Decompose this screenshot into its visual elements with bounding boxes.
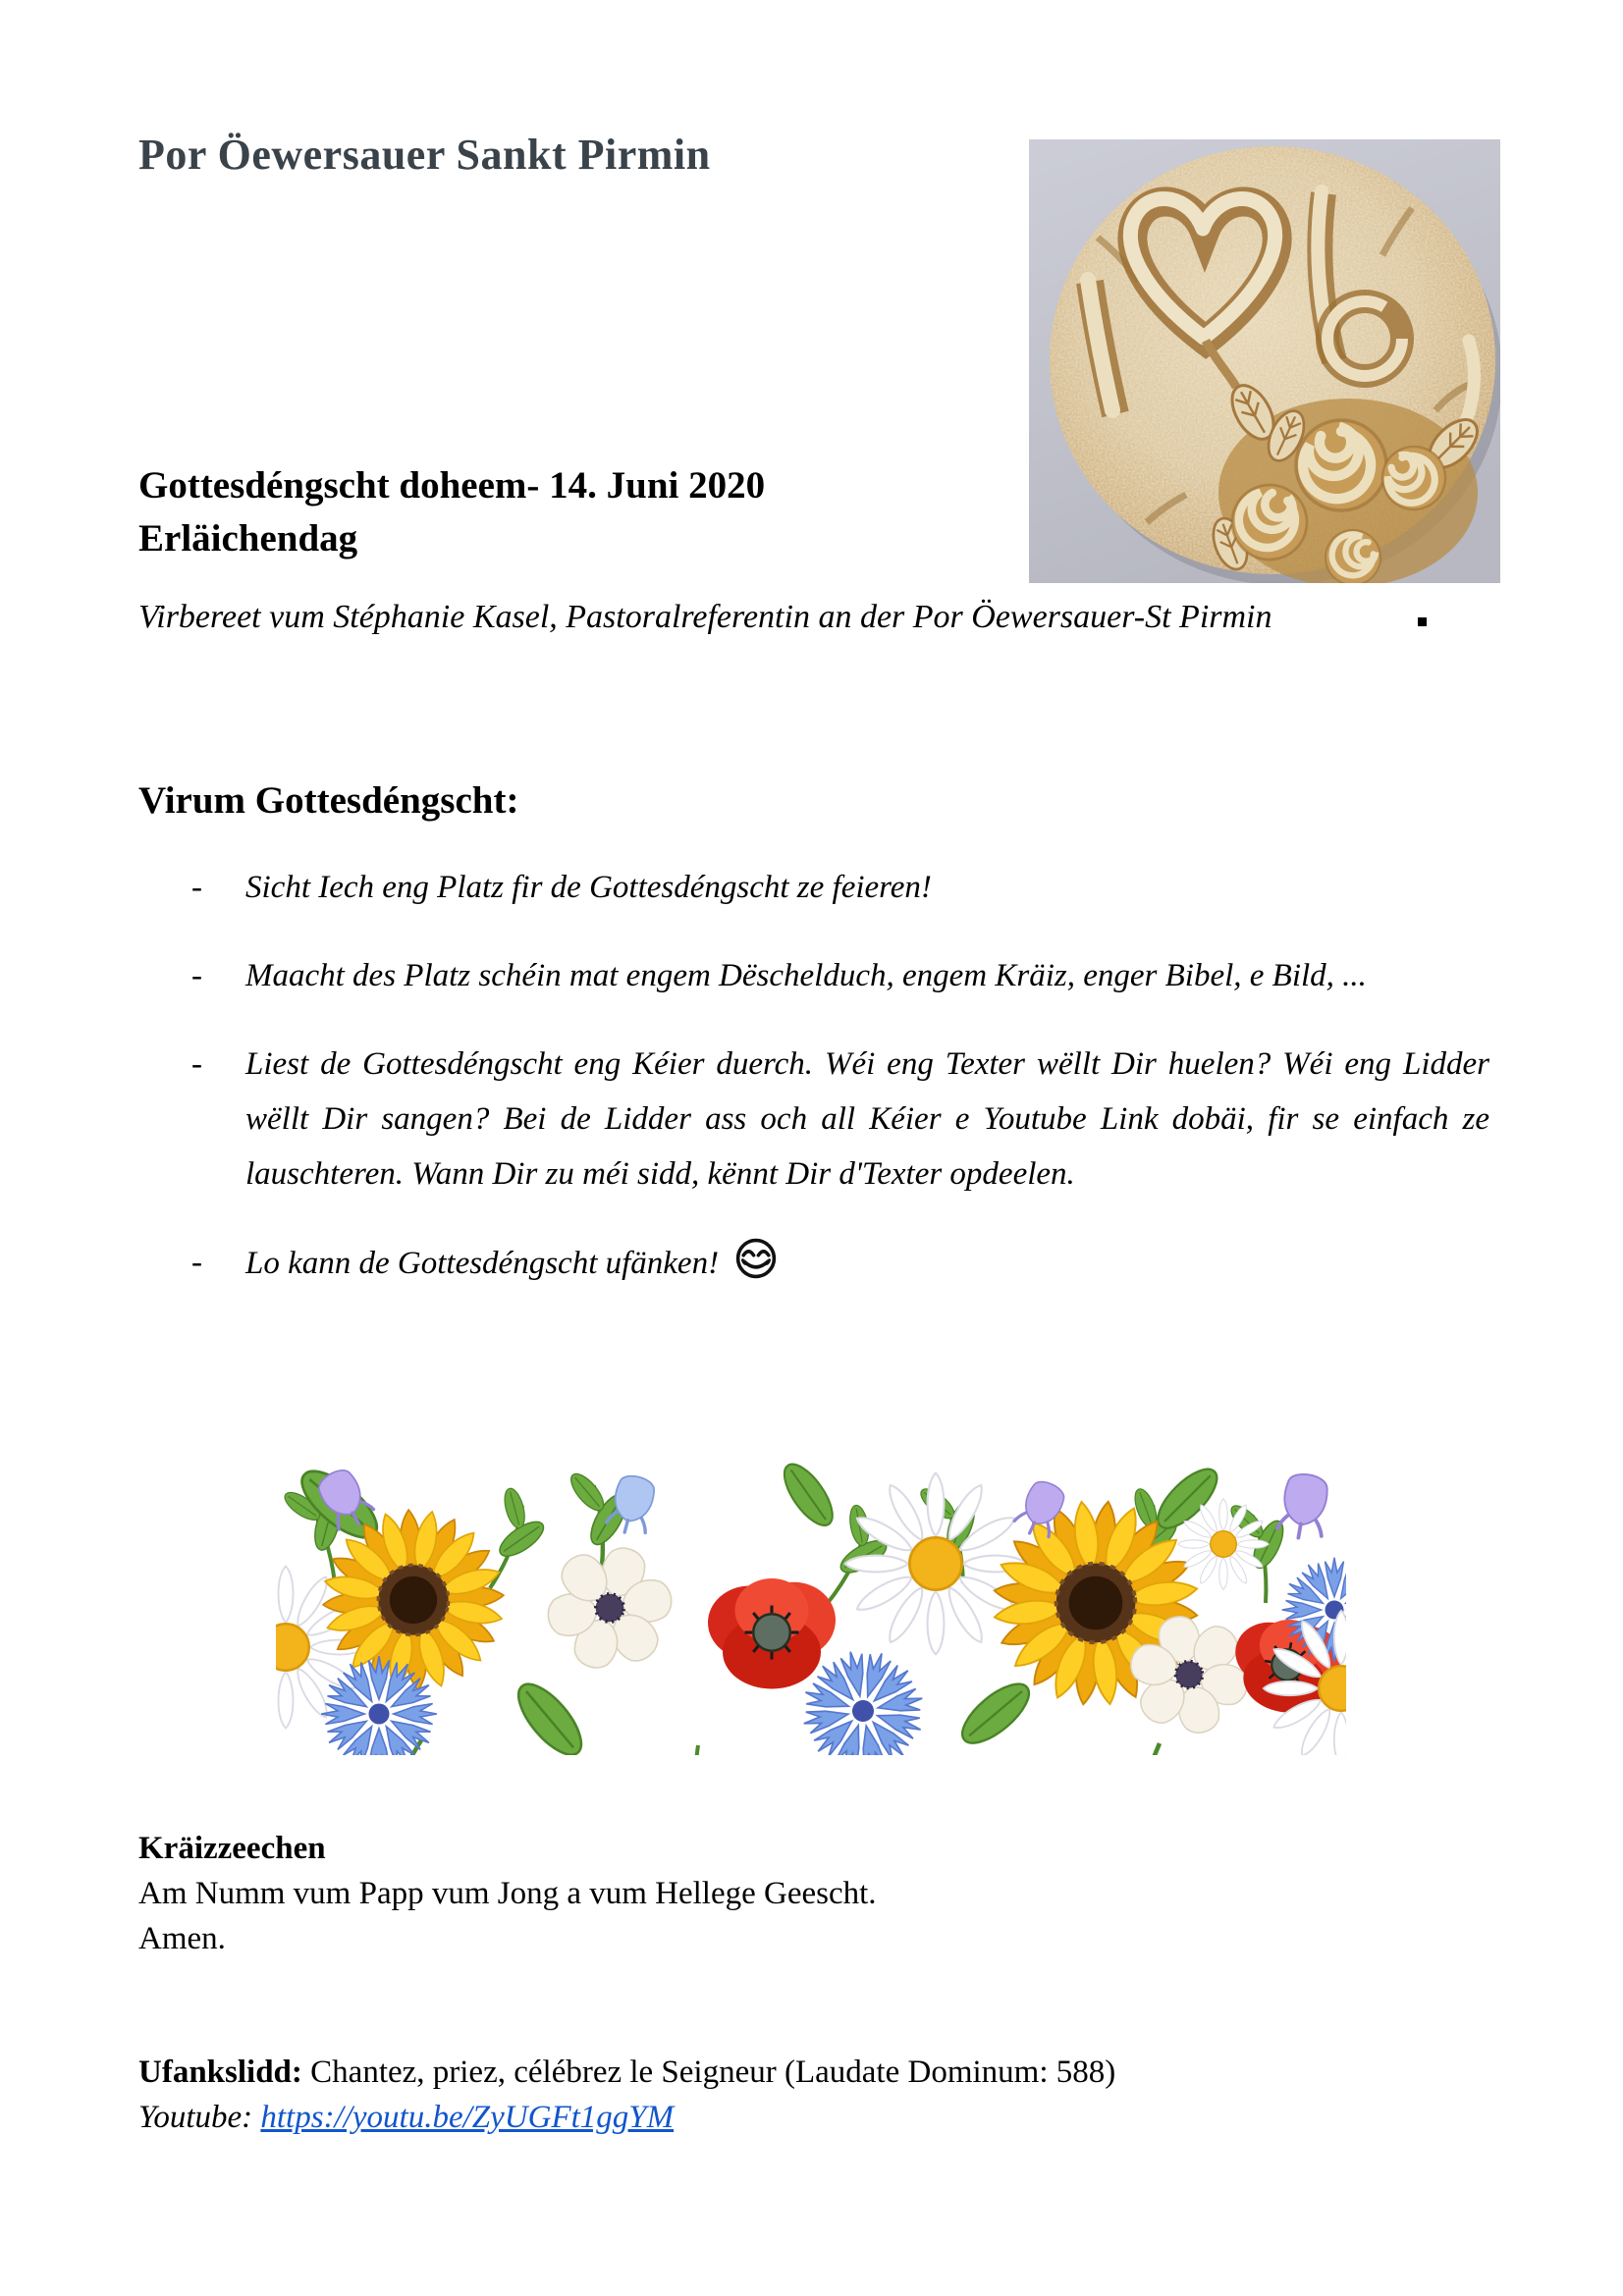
list-item <box>191 948 1489 1003</box>
bullet-text <box>245 1235 1489 1291</box>
youtube-label: Youtube: <box>138 2100 261 2135</box>
bullet-dash: - <box>191 870 202 905</box>
bullet-text: Maacht des Platz schéin mat engem Dëschelduch, engem Kräiz, enger Bibel, e Bild, ... <box>245 958 1367 993</box>
byline: Virbereet vum Stéphanie Kasel, Pastoralreferentin an der Por Öewersauer-St Pirmin <box>138 599 1272 635</box>
page-title: Por Öewersauer Sankt Pirmin <box>138 131 711 179</box>
flower-border-image <box>276 1461 1346 1755</box>
smiling-face-icon <box>732 1235 780 1282</box>
cross-sign-line1: Am Numm vum Papp vum Jong a vum Hellege Geescht. <box>138 1876 877 1911</box>
youtube-line <box>138 2095 1115 2140</box>
bullet-dash: - <box>191 958 202 993</box>
list-item <box>191 1235 1489 1291</box>
bullet-text: Liest de Gottesdéngscht eng Kéier duerch. Wéi eng Texter wëllt Dir huelen? Wéi eng Lidder wëllt Dir sangen? Bei de Lidder ass och all Kéier e Youtube Link dobäi, fir se einfach ze lauschteren. Wann Dir zu méi sidd, kënnt Dir d'Texter opdeelen. <box>245 1046 1489 1192</box>
opening-song-label: Ufankslidd: <box>138 2055 302 2090</box>
cross-sign-line2: Amen. <box>138 1921 226 1956</box>
bread-photo <box>1029 139 1500 583</box>
bullet-dash: - <box>191 1245 202 1280</box>
opening-song-text: Chantez, priez, célébrez le Seigneur (Laudate Dominum: 588) <box>301 2055 1116 2090</box>
youtube-link[interactable]: https://youtu.be/ZyUGFt1ggYM <box>260 2100 675 2135</box>
list-item <box>191 860 1489 915</box>
event-heading-line2: Erläichendag <box>138 517 358 560</box>
object-anchor-mark <box>1418 617 1427 626</box>
cross-sign-heading: Kräizzeechen <box>138 1831 326 1866</box>
opening-song-block <box>138 2050 1115 2140</box>
bullet-list <box>191 860 1489 1324</box>
bullet-text-content: Lo kann de Gottesdéngscht ufänken! <box>245 1246 720 1281</box>
event-heading <box>138 459 765 565</box>
opening-song-line <box>138 2050 1115 2095</box>
section-heading: Virum Gottesdéngscht: <box>138 779 519 822</box>
cross-sign-block <box>138 1826 877 1961</box>
bullet-text: Sicht Iech eng Platz fir de Gottesdéngscht ze feieren! <box>245 870 932 905</box>
list-item <box>191 1037 1489 1201</box>
event-heading-line1: Gottesdéngscht doheem- 14. Juni 2020 <box>138 464 766 507</box>
bullet-dash: - <box>191 1046 202 1082</box>
